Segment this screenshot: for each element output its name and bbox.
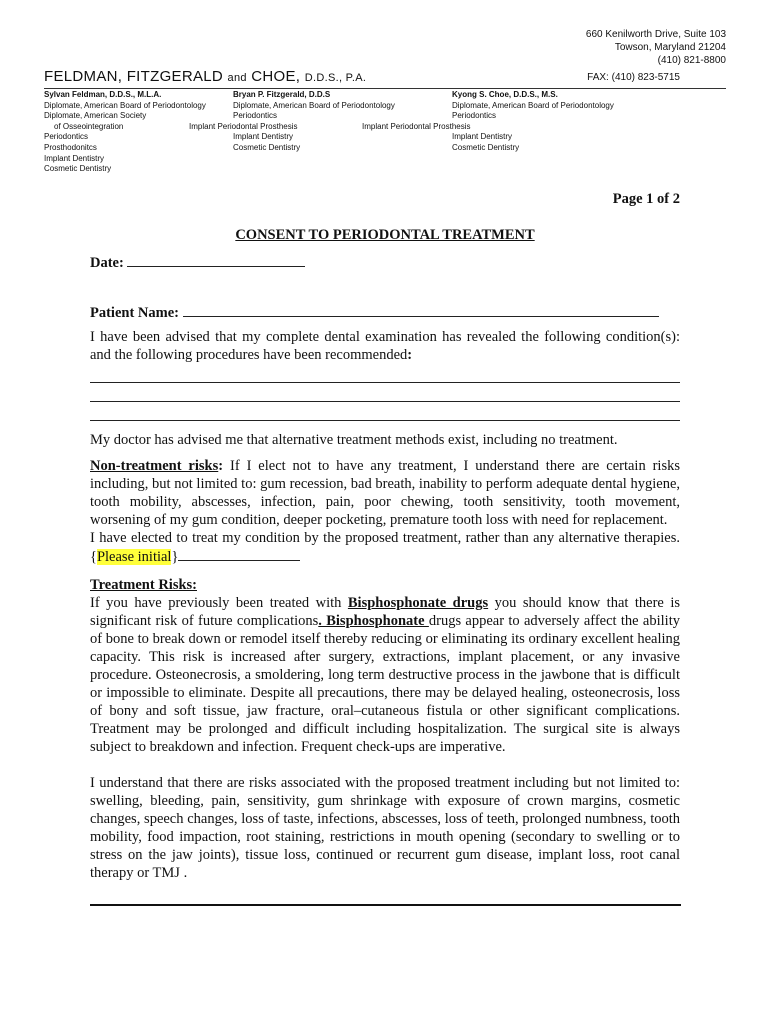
treatment-risks-paragraph (90, 594, 680, 756)
practice-name (44, 68, 366, 85)
nontreatment-text: If I elect not to have any treatment, I understand there are certain risks including, but not limited to: gum recession, bad breath, inability to perform adequate dental hygiene, tooth mobility, abscesses, infection, pain, poor chewing, tooth sensitivity, tooth movement, worsening of my gum condition, deeper pocketing, premature tooth loss with need for replacement. (90, 458, 680, 528)
risk-text: drugs appear to adversely affect the ability of bone to break down or remodel itself thereby reducing or eliminating its ordinary excellent healing capacity. This risk is increased after surgery, extractions, implant placement, or any invasive procedure. Osteonecrosis, a smoldering, long term destructive process in the jawbone that is difficult or impossible to eliminate. Despite all precautions, there may be delayed healing, osteonecrosis, loss of bony and soft tissue, jaw fracture, oral–cutaneous fistula or other significant complications. Treatment may be prolonged and difficult including hospitalization. The surgical site is always subject to breakdown and infection. Frequent check-ups are imperative. (90, 613, 680, 755)
doctor-name: Kyong S. Choe, D.D.S., M.S. (452, 90, 558, 99)
advised-paragraph (90, 328, 680, 364)
doctor-credential: Diplomate, American Society (44, 111, 147, 121)
nontreatment-label: Non-treatment risks (90, 458, 219, 474)
doctor-credential: Periodontics (452, 111, 497, 121)
condition-line-3[interactable] (90, 402, 680, 421)
treatment-risks-label: Treatment Risks: (90, 577, 197, 593)
doctor-column-choe (362, 90, 614, 154)
nontreatment-colon: : (218, 458, 224, 474)
bisphosphonate-drugs-emphasis: Bisphosphonate drugs (347, 595, 489, 611)
treatment-risks-heading (90, 576, 680, 594)
risk-text: If you have previously been treated with (90, 595, 348, 611)
address-line-1: 660 Kenilworth Drive, Suite 103 (585, 29, 726, 40)
end-divider (90, 904, 681, 906)
address-line-2: Towson, Maryland 21204 (614, 42, 726, 53)
alternative-paragraph: My doctor has advised me that alternative treatment methods exist, including no treatment. (90, 432, 618, 448)
advised-colon: : (407, 347, 413, 363)
condition-line-2[interactable] (90, 383, 680, 402)
page-number: Page 1 of 2 (612, 191, 680, 207)
doctor-credential: Cosmetic Dentistry (44, 164, 112, 174)
header-divider (44, 88, 726, 89)
doctor-credential: Diplomate, American Board of Periodontology (452, 100, 614, 110)
document-title: CONSENT TO PERIODONTAL TREATMENT (235, 227, 535, 243)
date-label: Date: (90, 255, 124, 271)
risk-text: you should know that there is significant risk of future complications (90, 595, 680, 629)
practice-name-choe: CHOE, (251, 68, 301, 85)
practice-name-suffix: D.D.S., P.A. (304, 72, 367, 84)
doctor-credential: Implant Dentistry (44, 153, 105, 163)
initial-input-line[interactable] (178, 547, 300, 561)
doctor-credential: Implant Dentistry (233, 132, 294, 142)
please-initial-highlight: Please initial (96, 549, 172, 565)
elected-close: } (171, 549, 179, 565)
nontreatment-paragraph (90, 457, 680, 529)
understand-paragraph: I understand that there are risks associated with the proposed treatment including but not limited to: swelling, bleeding, pain, sensitivity, gum shrinkage with exposure of crown margins, cosmetic changes, speech changes, loss of taste, infections, abscesses, loss of teeth, prolonged numbness, tooth mobility, food impaction, root staining, restrictions in mouth opening (secondary to swelling or to stress on the jaw joints), tissue loss, continued or recurrent gum disease, implant loss, root canal therapy or TMJ . (90, 775, 680, 881)
patient-name-field (90, 303, 659, 322)
elected-text: I have elected to treat my condition by the proposed treatment, rather than any alternative therapies. { (90, 530, 680, 565)
advised-text: I have been advised that my complete dental examination has revealed the following condition(s): and the following procedures have been recommended (90, 329, 680, 363)
patient-name-input-line[interactable] (183, 303, 659, 317)
doctor-credential: Diplomate, American Board of Periodontology (44, 100, 206, 110)
doctor-credential: Periodontics (44, 132, 89, 142)
practice-name-and: and (227, 72, 247, 84)
patient-name-label: Patient Name: (90, 305, 179, 321)
fax-number: FAX: (410) 823-5715 (587, 72, 680, 83)
phone-number: (410) 821-8800 (657, 55, 726, 66)
doctor-credential: Cosmetic Dentistry (452, 142, 520, 152)
consent-body (90, 328, 680, 882)
doctor-credential: Implant Periodontal Prosthesis (189, 121, 298, 131)
practice-name-main: FELDMAN, FITZGERALD (44, 68, 224, 85)
bisphosphonate-emphasis: . Bisphosphonate (318, 613, 429, 629)
doctor-credential: Periodontics (233, 111, 278, 121)
doctor-credential: Cosmetic Dentistry (233, 142, 301, 152)
doctor-name: Sylvan Feldman, D.D.S., M.L.A. (44, 90, 162, 99)
date-field (90, 253, 305, 272)
doctor-credential: Implant Dentistry (452, 132, 513, 142)
doctor-column-feldman (44, 90, 206, 175)
doctor-credential: Diplomate, American Board of Periodontology (233, 100, 395, 110)
practice-address (586, 28, 726, 67)
doctor-credential: Prosthodonitcs (44, 142, 97, 152)
doctor-name: Bryan P. Fitzgerald, D.D.S (233, 90, 331, 99)
doctor-credential: of Osseointegration (54, 121, 124, 131)
condition-line-1[interactable] (90, 364, 680, 383)
date-input-line[interactable] (127, 253, 305, 267)
elected-paragraph (90, 529, 680, 566)
doctor-credential: Implant Periodontal Prosthesis (362, 121, 471, 131)
